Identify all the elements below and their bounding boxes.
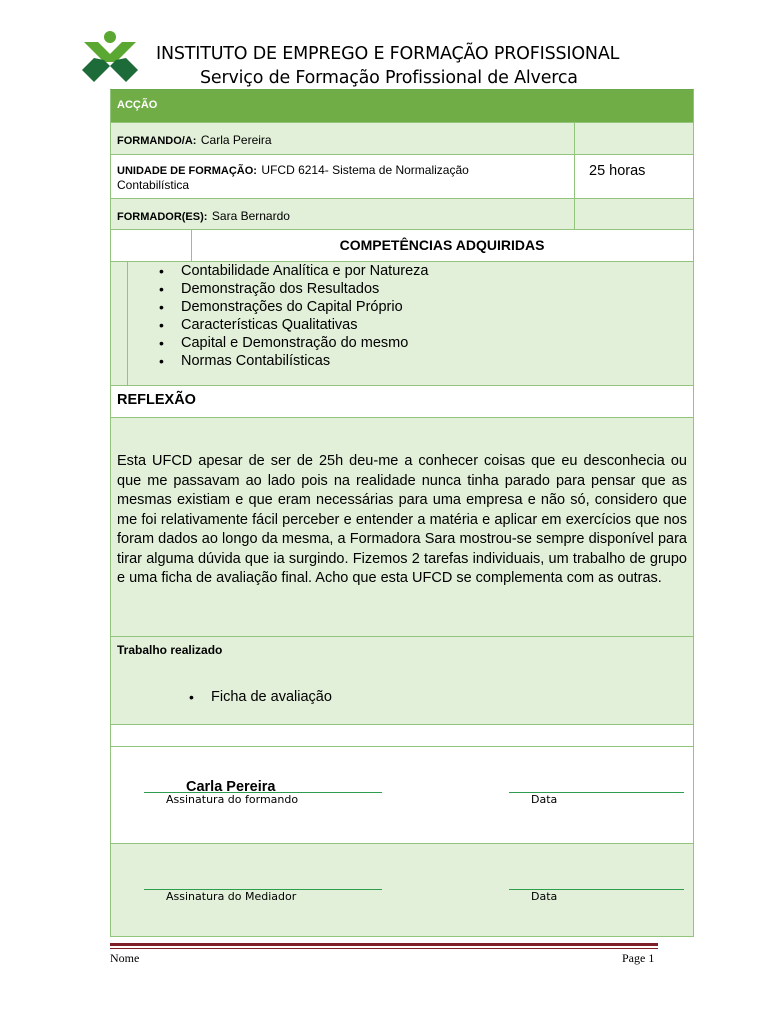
competencia-item: • Demonstração dos Resultados xyxy=(159,280,428,298)
blank-row xyxy=(110,725,694,747)
footer-name: Nome xyxy=(110,951,140,965)
formador-extra-cell xyxy=(574,199,693,229)
reflexao-text: Esta UFCD apesar de ser de 25h deu-me a conhecer coisas que eu desconhecia ou que me passavam ao lado pois na realidade nunca tinha parado para pensar que as mesmas existiam e que eram necessárias para uma empresa e não só, considero que me foi relativamente fácil perceber e entender a matéria e aplicar em exercícios que nos foram dados ao longo da mesma, a Formadora Sara mostrou-se sempre disponível para tirar alguma dúvida que ia surgindo. Fizemos 2 tarefas individuais, um trabalho de grupo e uma ficha de avaliação final. Acho que esta UFCD se complementa com as outras. xyxy=(117,453,687,586)
competencia-item: • Normas Contabilísticas xyxy=(159,352,428,370)
reflexao-body-row xyxy=(110,418,694,637)
reflexao-header-row xyxy=(110,386,694,418)
institute-subtitle: Serviço de Formação Profissional de Alverca xyxy=(200,68,578,88)
competencias-blank-cell xyxy=(111,230,192,261)
footer-rule-thick xyxy=(110,943,658,946)
competencia-item: • Demonstrações do Capital Próprio xyxy=(159,298,428,316)
iefp-logo-icon xyxy=(82,30,138,84)
mediador-signature-row xyxy=(110,844,694,937)
formando-date-label: Data xyxy=(531,793,558,806)
competencia-item: • Contabilidade Analítica e por Natureza xyxy=(159,262,428,280)
unidade-label: UNIDADE DE FORMAÇÃO: xyxy=(117,165,257,177)
competencias-list xyxy=(159,262,428,370)
formando-row xyxy=(110,123,694,155)
mediador-signature-label: Assinatura do Mediador xyxy=(166,890,297,903)
footer-rule-thin xyxy=(110,948,658,949)
accao-header-row xyxy=(110,89,694,123)
competencias-list-row xyxy=(110,262,694,386)
formador-value: Sara Bernardo xyxy=(211,209,290,223)
hours-value: 25 horas xyxy=(589,163,646,179)
formando-label: FORMANDO/A: xyxy=(117,135,197,147)
competencia-item: • Capital e Demonstração do mesmo xyxy=(159,334,428,352)
mediador-date-label: Data xyxy=(531,890,558,903)
hours-cell xyxy=(574,155,693,198)
reflexao-title: REFLEXÃO xyxy=(117,392,196,408)
formando-extra-cell xyxy=(574,123,693,154)
competencias-header-row xyxy=(110,230,694,262)
trabalho-item: • Ficha de avaliação xyxy=(189,688,332,706)
footer-page-number: Page 1 xyxy=(622,951,655,965)
institute-title: INSTITUTO DE EMPREGO E FORMAÇÃO PROFISSIONAL xyxy=(156,44,620,64)
trabalho-row xyxy=(110,637,694,725)
formador-row xyxy=(110,199,694,230)
trabalho-label: Trabalho realizado xyxy=(117,643,223,657)
formando-value: Carla Pereira xyxy=(200,133,272,147)
trabalho-list xyxy=(189,688,332,706)
formando-signature-row xyxy=(110,747,694,844)
competencias-title: COMPETÊNCIAS ADQUIRIDAS xyxy=(339,237,545,253)
formando-signature-label: Assinatura do formando xyxy=(166,793,299,806)
formando-signature-name: Carla Pereira xyxy=(186,779,276,795)
evaluation-form xyxy=(110,89,694,937)
unidade-value: UFCD 6214- Sistema de Normalização Contabilística xyxy=(117,163,469,192)
unidade-row xyxy=(110,155,694,199)
accao-label: ACÇÃO xyxy=(117,99,158,111)
competencias-indent-rule xyxy=(127,262,128,385)
competencia-item: • Características Qualitativas xyxy=(159,316,428,334)
formador-label: FORMADOR(ES): xyxy=(117,211,208,223)
